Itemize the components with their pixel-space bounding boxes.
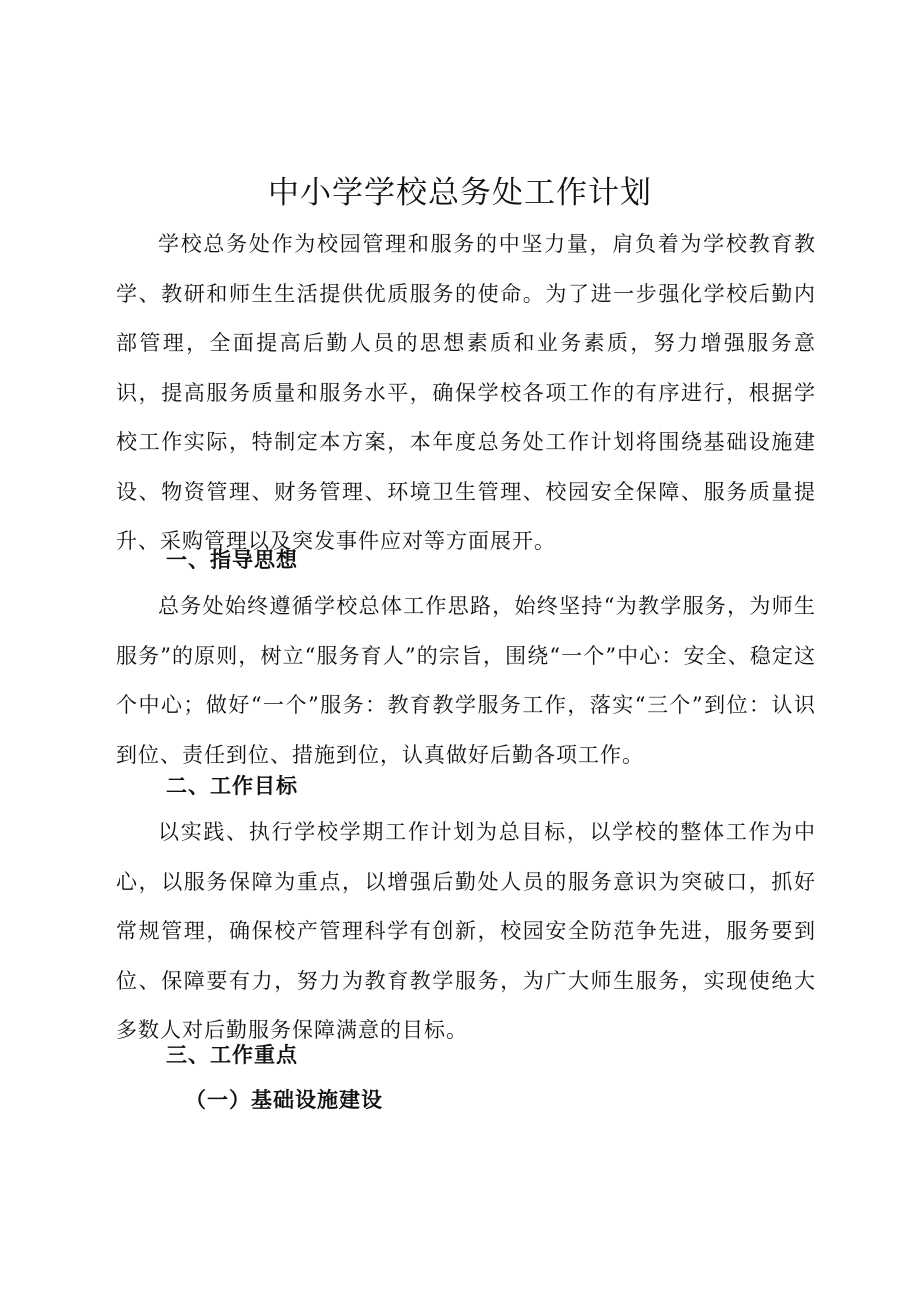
document-title: 中小学学校总务处工作计划 <box>268 175 652 211</box>
section-heading-work-goals: 二、工作目标 <box>166 774 298 798</box>
section-heading-work-focus: 三、工作重点 <box>166 1042 298 1067</box>
subsection-heading-infrastructure: （一）基础设施建设 <box>185 1087 383 1112</box>
section-heading-guiding-ideology: 一、指导思想 <box>166 548 298 572</box>
intro-paragraph: 学校总务处作为校园管理和服务的中坚力量，肩负着为学校教育教学、教研和师生生活提供优质服务的使命。为了进一步强化学校后勤内部管理，全面提高后勤人员的思想素质和业务素质，努力增强服务意识，提高服务质量和服务水平，确保学校各项工作的有序进行，根据学校工作实际，特制定本方案，本年度总务处工作计划将围绕基础设施建设、物资管理、财务管理、环境卫生管理、校园安全保障、服务质量提升、采购管理以及突发事件应对等方面展开。 <box>116 232 816 553</box>
work-goals-paragraph: 以实践、执行学校学期工作计划为总目标，以学校的整体工作为中心，以服务保障为重点，以增强后勤处人员的服务意识为突破口，抓好常规管理，确保校产管理科学有创新，校园安全防范争先进，服务要到位、保障要有力，努力为教育教学服务，为广大师生服务，实现使绝大多数人对后勤服务保障满意的目标。 <box>116 820 816 1042</box>
guiding-ideology-paragraph: 总务处始终遵循学校总体工作思路，始终坚持“为教学服务，为师生服务”的原则，树立“服务育人”的宗旨，围绕“一个”中心：安全、稳定这个中心；做好“一个”服务：教育教学服务工作，落实“三个”到位：认识到位、责任到位、措施到位，认真做好后勤各项工作。 <box>116 594 816 767</box>
